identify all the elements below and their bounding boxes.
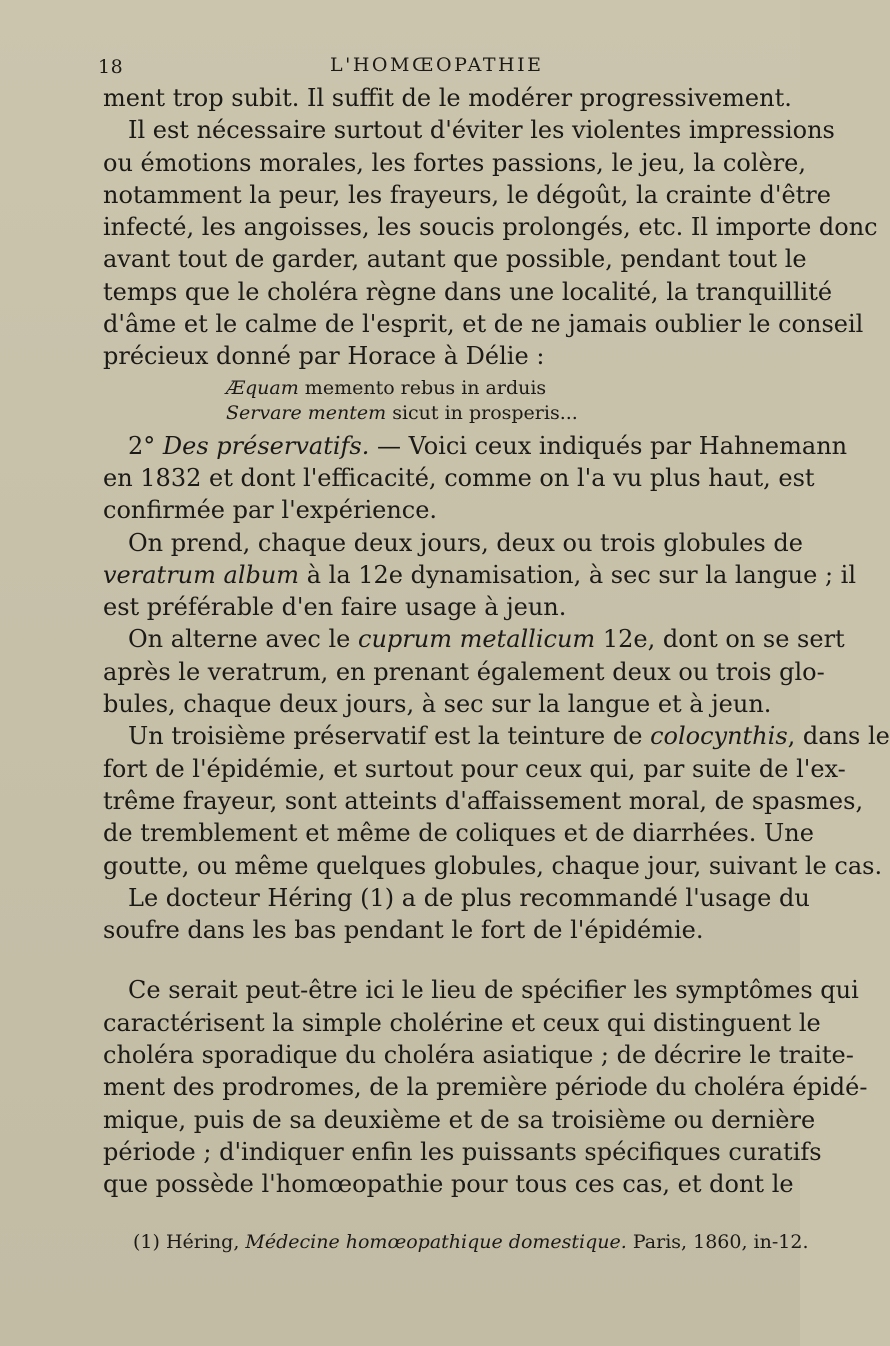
footnote xyxy=(133,1230,809,1254)
line-part: 2° xyxy=(128,431,163,460)
text-line: est préférable d'en faire usage à jeun. xyxy=(103,593,567,622)
line-part: , dans le xyxy=(787,722,890,751)
text-line xyxy=(103,623,845,655)
page-number: 18 xyxy=(98,56,124,78)
text-line: précieux donné par Horace à Délie : xyxy=(103,342,545,371)
text-line: caractérisent la simple cholérine et ceux qui distinguent le xyxy=(103,1008,821,1037)
text-line: mique, puis de sa deuxième et de sa troisième ou dernière xyxy=(103,1105,816,1134)
footnote-marker: (1) Héring, xyxy=(133,1231,246,1253)
verse-italic: Servare mentem xyxy=(226,401,387,424)
verse-quote xyxy=(226,376,666,426)
text-line: que possède l'homœopathie pour tous ces cas, et dont le xyxy=(103,1170,794,1199)
text-line xyxy=(103,559,857,591)
line-part: 12e, dont on se sert xyxy=(595,625,845,654)
text-line: ou émotions morales, les fortes passions, le jeu, la colère, xyxy=(103,148,806,177)
text-line: soufre dans les bas pendant le fort de l'épidémie. xyxy=(103,916,704,945)
line-italic: Des préservatifs. xyxy=(162,431,370,460)
text-line: période ; d'indiquer enfin les puissants spécifiques curatifs xyxy=(103,1137,822,1166)
text-line: choléra sporadique du choléra asiatique ; de décrire le traite- xyxy=(103,1041,854,1070)
running-title: L'HOMŒOPATHIE xyxy=(330,54,544,76)
line-italic: colocynthis xyxy=(650,722,788,751)
text-line: d'âme et le calme de l'esprit, et de ne jamais oublier le conseil xyxy=(103,310,864,339)
text-line: fort de l'épidémie, et surtout pour ceux qui, par suite de l'ex- xyxy=(103,754,846,783)
text-line xyxy=(103,430,848,462)
text-line: Le docteur Héring (1) a de plus recommandé l'usage du xyxy=(128,883,810,912)
line-italic: cuprum metallicum xyxy=(358,625,596,654)
text-line: ment trop subit. Il suffit de le modérer progressivement. xyxy=(103,84,792,112)
text-line: avant tout de garder, autant que possible, pendant tout le xyxy=(103,245,807,274)
verse-rest: sicut in prosperis... xyxy=(386,401,578,424)
text-line: en 1832 et dont l'efficacité, comme on l'a vu plus haut, est xyxy=(103,463,815,492)
line-part: On alterne avec le xyxy=(128,625,359,654)
line-italic: veratrum album xyxy=(103,560,300,589)
line-part: à la 12e dynamisation, à sec sur la langue ; il xyxy=(299,560,857,589)
page-header xyxy=(98,50,748,78)
text-line: après le veratrum, en prenant également deux ou trois glo- xyxy=(103,657,825,686)
text-line: Il est nécessaire surtout d'éviter les violentes impressions xyxy=(128,116,835,145)
verse-italic: Æquam xyxy=(226,376,299,399)
text-line: On prend, chaque deux jours, deux ou trois globules de xyxy=(128,528,803,557)
text-line: notamment la peur, les frayeurs, le dégoût, la crainte d'être xyxy=(103,180,831,209)
text-line xyxy=(103,720,890,752)
line-part: — Voici ceux indiqués par Hahnemann xyxy=(369,431,848,460)
footnote-title: Médecine homœopathique domestique. xyxy=(245,1231,627,1253)
text-line: trême frayeur, sont atteints d'affaissement moral, de spasmes, xyxy=(103,786,864,815)
text-line: bules, chaque deux jours, à sec sur la langue et à jeun. xyxy=(103,690,772,719)
text-line: Ce serait peut-être ici le lieu de spécifier les symptômes qui xyxy=(128,976,859,1005)
body-text xyxy=(103,82,890,1201)
line-part: Un troisième préservatif est la teinture de xyxy=(128,722,651,751)
text-line: ment des prodromes, de la première période du choléra épidé- xyxy=(103,1073,868,1102)
text-line: temps que le choléra règne dans une localité, la tranquillité xyxy=(103,277,833,306)
verse-rest: memento rebus in arduis xyxy=(298,376,547,399)
verse-line xyxy=(226,376,666,401)
text-line: confirmée par l'expérience. xyxy=(103,496,438,525)
text-line: de tremblement et même de coliques et de diarrhées. Une xyxy=(103,819,814,848)
text-line: infecté, les angoisses, les soucis prolongés, etc. Il importe donc xyxy=(103,213,878,242)
text-line: goutte, ou même quelques globules, chaque jour, suivant le cas. xyxy=(103,851,883,880)
footnote-rest: Paris, 1860, in-12. xyxy=(626,1231,809,1253)
verse-line xyxy=(226,401,666,426)
